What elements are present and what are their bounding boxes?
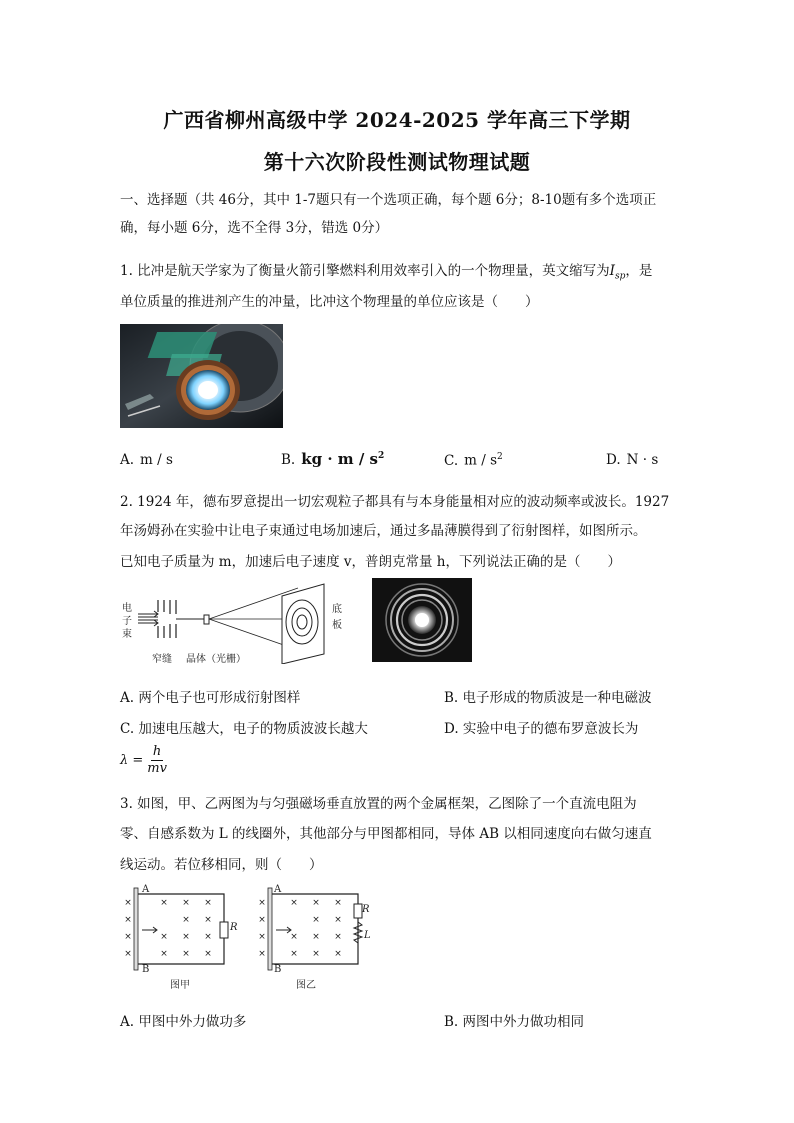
section-instructions-line2: 确，每小题 6分，选不全得 3分，错选 0分） bbox=[120, 220, 389, 236]
electron-beam-char-3: 束 bbox=[122, 629, 132, 640]
label-L-yi: L bbox=[364, 930, 371, 941]
svg-text:×: × bbox=[312, 898, 320, 908]
slit-label: 窄缝 bbox=[152, 654, 172, 665]
q1-text-line2: 单位质量的推进剂产生的冲量，比冲这个物理量的单位应该是（ ） bbox=[120, 294, 539, 310]
q2-debroglie-formula bbox=[120, 742, 167, 778]
q1-isp-subscript: sp bbox=[615, 271, 626, 282]
formula-denominator: mv bbox=[147, 760, 167, 776]
q1-text-line1 bbox=[120, 259, 652, 282]
q3-text-line2: 零、自感系数为 L 的线圈外，其他部分与甲图都相同，导体 AB 以相同速度向右做匀速直 bbox=[120, 826, 652, 842]
svg-text:×: × bbox=[124, 915, 132, 925]
svg-text:×: × bbox=[124, 898, 132, 908]
svg-text:×: × bbox=[334, 932, 342, 942]
q1-option-d-label: D. bbox=[606, 452, 621, 468]
diffraction-pattern-photo bbox=[372, 578, 472, 662]
svg-text:×: × bbox=[182, 915, 190, 925]
q2-option-d[interactable]: D. 实验中电子的德布罗意波长为 bbox=[444, 721, 639, 737]
section-instructions-line1: 一、选择题（共 46分，其中 1-7题只有一个选项正确，每个题 6分；8-10题有多个选项正 bbox=[120, 192, 657, 208]
q3-text-line3: 线运动。若位移相同，则（ ） bbox=[120, 857, 323, 873]
q1-option-b-label: B. bbox=[281, 452, 296, 468]
q1-option-c-sup: 2 bbox=[497, 452, 503, 462]
svg-text:×: × bbox=[258, 949, 266, 959]
svg-text:×: × bbox=[204, 932, 212, 942]
q1-option-c[interactable] bbox=[444, 452, 503, 469]
svg-text:×: × bbox=[290, 898, 298, 908]
svg-text:×: × bbox=[334, 915, 342, 925]
svg-text:×: × bbox=[204, 915, 212, 925]
q2-option-b[interactable]: B. 电子形成的物质波是一种电磁波 bbox=[444, 690, 652, 706]
svg-text:×: × bbox=[312, 915, 320, 925]
electron-beam-char-2: 子 bbox=[122, 616, 132, 627]
svg-text:×: × bbox=[290, 949, 298, 959]
q2-option-a[interactable]: A. 两个电子也可形成衍射图样 bbox=[120, 690, 301, 706]
circuit-figure-yi bbox=[256, 884, 380, 990]
svg-text:×: × bbox=[182, 932, 190, 942]
q1-option-d[interactable] bbox=[606, 452, 658, 468]
svg-text:×: × bbox=[124, 949, 132, 959]
svg-text:×: × bbox=[182, 949, 190, 959]
svg-text:×: × bbox=[334, 898, 342, 908]
page-subtitle: 第十六次阶段性测试物理试题 bbox=[263, 150, 531, 174]
svg-text:×: × bbox=[124, 932, 132, 942]
q3-option-a[interactable]: A. 甲图中外力做功多 bbox=[120, 1014, 247, 1030]
q1-option-a-label: A. bbox=[120, 452, 135, 468]
q1-isp-letter: I bbox=[609, 263, 616, 279]
q1-option-c-text: m / s bbox=[464, 452, 498, 469]
svg-text:×: × bbox=[334, 949, 342, 959]
svg-text:×: × bbox=[204, 949, 212, 959]
q1-option-c-label: C. bbox=[444, 452, 459, 469]
svg-text:×: × bbox=[182, 898, 190, 908]
caption-yi: 图乙 bbox=[296, 980, 316, 991]
q2-option-c[interactable]: C. 加速电压越大，电子的物质波波长越大 bbox=[120, 721, 368, 737]
page-title: 广西省柳州高级中学 2024-2025 学年高三下学期 bbox=[163, 108, 631, 132]
svg-text:×: × bbox=[160, 898, 168, 908]
svg-text:×: × bbox=[160, 949, 168, 959]
screen-char-1: 底 bbox=[332, 604, 342, 615]
svg-text:×: × bbox=[312, 932, 320, 942]
label-R-jia: R bbox=[230, 922, 238, 933]
formula-fraction bbox=[147, 744, 167, 777]
circuit-figure-jia bbox=[118, 884, 242, 990]
label-A-jia: A bbox=[142, 884, 150, 895]
formula-numerator: h bbox=[152, 743, 162, 759]
q1-option-b-sup: 2 bbox=[378, 451, 385, 461]
screen-label bbox=[332, 602, 342, 634]
q3-text-line1: 3. 如图，甲、乙两图为与匀强磁场垂直放置的两个金属框架，乙图除了一个直流电阻为 bbox=[120, 796, 637, 812]
q2-text-line3: 已知电子质量为 m，加速后电子速度 v，普朗克常量 h，下列说法正确的是（ ） bbox=[120, 554, 621, 570]
q1-option-b[interactable] bbox=[281, 450, 384, 468]
q3-option-b[interactable]: B. 两图中外力做功相同 bbox=[444, 1014, 585, 1030]
svg-text:×: × bbox=[312, 949, 320, 959]
q2-text-line2: 年汤姆孙在实验中让电子束通过电场加速后，通过多晶薄膜得到了衍射图样，如图所示。 bbox=[120, 523, 647, 539]
label-B-yi: B bbox=[274, 964, 282, 975]
svg-text:×: × bbox=[258, 932, 266, 942]
caption-jia: 图甲 bbox=[170, 980, 190, 991]
label-B-jia: B bbox=[142, 964, 150, 975]
formula-lhs: λ = bbox=[120, 752, 144, 768]
screen-char-2: 板 bbox=[332, 620, 342, 631]
electron-diffraction-diagram bbox=[118, 582, 354, 664]
svg-text:×: × bbox=[204, 898, 212, 908]
q1-text-part2: ，是 bbox=[625, 263, 653, 279]
q1-text-part1: 1. 比冲是航天学家为了衡量火箭引擎燃料利用效率引入的一个物理量，英文缩写为 bbox=[120, 263, 610, 279]
q1-isp-symbol bbox=[609, 263, 626, 282]
label-A-yi: A bbox=[274, 884, 282, 895]
crystal-label: 晶体（光栅） bbox=[186, 654, 246, 665]
svg-text:×: × bbox=[258, 898, 266, 908]
electron-beam-char-1: 电 bbox=[122, 603, 132, 614]
electron-beam-label bbox=[122, 602, 132, 641]
svg-text:×: × bbox=[290, 932, 298, 942]
svg-text:×: × bbox=[258, 915, 266, 925]
q1-option-a-text: m / s bbox=[140, 452, 173, 468]
q1-option-d-text: N · s bbox=[626, 452, 659, 468]
q1-option-b-text: kg · m / s bbox=[301, 450, 379, 468]
label-R-yi: R bbox=[362, 904, 370, 915]
q1-option-a[interactable] bbox=[120, 452, 173, 468]
rocket-engine-photo bbox=[120, 324, 283, 428]
svg-text:×: × bbox=[160, 932, 168, 942]
q2-text-line1: 2. 1924 年，德布罗意提出一切宏观粒子都具有与本身能量相对应的波动频率或波长。1927 bbox=[120, 494, 670, 510]
